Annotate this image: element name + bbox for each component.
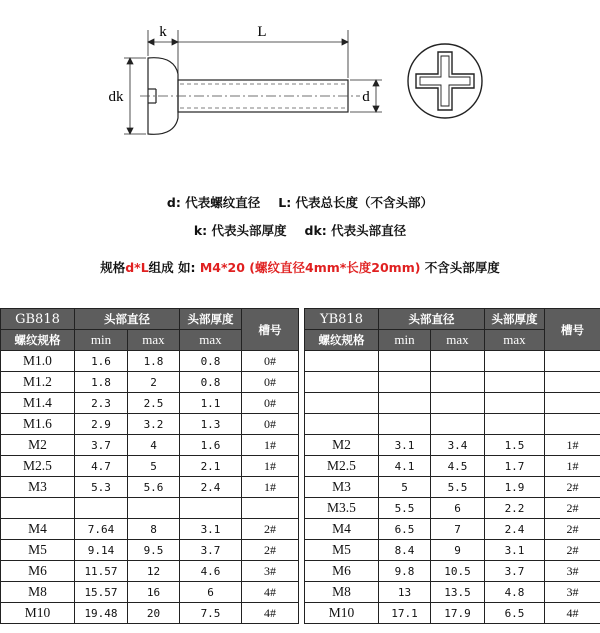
screw-diagram xyxy=(0,0,600,180)
yb818-cell-slot xyxy=(545,414,600,435)
yb818-thickness-max-header: max xyxy=(485,330,545,351)
dim-k-label: k xyxy=(159,24,167,40)
yb818-cell-slot: 2# xyxy=(545,519,600,540)
legend-spec-formula: d*L xyxy=(125,260,149,275)
gb818-cell-k xyxy=(180,498,242,519)
yb818-max-header: max xyxy=(431,330,485,351)
gb818-table xyxy=(0,308,299,624)
legend-line-1 xyxy=(0,193,600,211)
yb818-table-row xyxy=(305,498,600,519)
legend-spec-suffix: 不含头部厚度 xyxy=(420,260,500,275)
yb818-cell-k: 6.5 xyxy=(485,603,545,624)
gb818-table-row xyxy=(1,372,299,393)
phillips-cross-recess-icon xyxy=(408,44,482,118)
gb818-cell-slot: 0# xyxy=(242,393,299,414)
yb818-cell-slot xyxy=(545,372,600,393)
gb818-cell-slot: 1# xyxy=(242,477,299,498)
yb818-cell-k: 4.8 xyxy=(485,582,545,603)
gb818-table-row xyxy=(1,435,299,456)
yb818-header-row-1 xyxy=(305,309,600,330)
gb818-thread-spec-header: 螺纹规格 xyxy=(1,330,75,351)
legend-line-3 xyxy=(0,258,600,276)
gb818-cell-min: 2.9 xyxy=(75,414,128,435)
gb818-cell-max: 3.2 xyxy=(128,414,180,435)
gb818-cell-k: 1.6 xyxy=(180,435,242,456)
yb818-cell-max: 10.5 xyxy=(431,561,485,582)
gb818-cell-min: 19.48 xyxy=(75,603,128,624)
yb818-table-row xyxy=(305,414,600,435)
gb818-cell-max: 12 xyxy=(128,561,180,582)
gb818-table-row xyxy=(1,393,299,414)
yb818-cell-max: 6 xyxy=(431,498,485,519)
gb818-cell-max: 16 xyxy=(128,582,180,603)
gb818-cell-max: 20 xyxy=(128,603,180,624)
legend-dk: dk: 代表头部直径 xyxy=(304,223,407,238)
gb818-table-row xyxy=(1,582,299,603)
gb818-cell-min: 4.7 xyxy=(75,456,128,477)
gb818-table-row xyxy=(1,456,299,477)
gb818-table-row xyxy=(1,603,299,624)
gb818-cell-k: 1.3 xyxy=(180,414,242,435)
yb818-cell-max: 17.9 xyxy=(431,603,485,624)
yb818-thread-spec-header: 螺纹规格 xyxy=(305,330,379,351)
yb818-cell-thread: M2.5 xyxy=(305,456,379,477)
yb818-cell-k xyxy=(485,393,545,414)
yb818-cell-thread xyxy=(305,372,379,393)
yb818-cell-thread: M5 xyxy=(305,540,379,561)
yb818-cell-min: 5 xyxy=(379,477,431,498)
yb818-cell-min: 9.8 xyxy=(379,561,431,582)
gb818-cell-max: 1.8 xyxy=(128,351,180,372)
gb818-cell-k: 0.8 xyxy=(180,372,242,393)
yb818-cell-max xyxy=(431,393,485,414)
yb818-cell-max xyxy=(431,372,485,393)
gb818-cell-slot: 1# xyxy=(242,456,299,477)
yb818-cell-thread: M6 xyxy=(305,561,379,582)
gb818-cell-thread: M1.2 xyxy=(1,372,75,393)
gb818-cell-thread: M10 xyxy=(1,603,75,624)
gb818-cell-min: 1.8 xyxy=(75,372,128,393)
yb818-cell-k xyxy=(485,351,545,372)
gb818-cell-slot: 0# xyxy=(242,372,299,393)
gb818-header-row-1 xyxy=(1,309,299,330)
gb818-cell-k: 3.7 xyxy=(180,540,242,561)
gb818-min-header: min xyxy=(75,330,128,351)
yb818-cell-thread: M2 xyxy=(305,435,379,456)
gb818-cell-k: 3.1 xyxy=(180,519,242,540)
gb818-cell-thread: M8 xyxy=(1,582,75,603)
yb818-cell-min: 8.4 xyxy=(379,540,431,561)
yb818-table-row xyxy=(305,519,600,540)
gb818-cell-slot: 3# xyxy=(242,561,299,582)
yb818-cell-slot: 2# xyxy=(545,477,600,498)
gb818-cell-thread: M2 xyxy=(1,435,75,456)
gb818-cell-min: 15.57 xyxy=(75,582,128,603)
yb818-table-row xyxy=(305,477,600,498)
yb818-cell-thread: M4 xyxy=(305,519,379,540)
yb818-table-row xyxy=(305,561,600,582)
legend-L: L: 代表总长度（不含头部） xyxy=(278,195,434,210)
gb818-head-diameter-header: 头部直径 xyxy=(75,309,180,330)
yb818-cell-min: 3.1 xyxy=(379,435,431,456)
gb818-cell-min xyxy=(75,498,128,519)
gb818-cell-thread xyxy=(1,498,75,519)
yb818-min-header: min xyxy=(379,330,431,351)
yb818-table-row xyxy=(305,393,600,414)
yb818-table-row xyxy=(305,351,600,372)
legend-d: d: 代表螺纹直径 xyxy=(166,195,261,210)
gb818-cell-slot: 4# xyxy=(242,582,299,603)
gb818-cell-slot: 2# xyxy=(242,519,299,540)
yb818-cell-k: 3.1 xyxy=(485,540,545,561)
yb818-cell-k xyxy=(485,414,545,435)
yb818-table-row xyxy=(305,582,600,603)
yb818-cell-slot: 4# xyxy=(545,603,600,624)
gb818-cell-k: 0.8 xyxy=(180,351,242,372)
yb818-cell-k: 2.4 xyxy=(485,519,545,540)
gb818-cell-max: 8 xyxy=(128,519,180,540)
yb818-table xyxy=(304,308,600,624)
gb818-cell-slot: 0# xyxy=(242,414,299,435)
gb818-cell-thread: M3 xyxy=(1,477,75,498)
gb818-cell-slot: 0# xyxy=(242,351,299,372)
gb818-table-row xyxy=(1,540,299,561)
gb818-cell-k: 6 xyxy=(180,582,242,603)
gb818-cell-thread: M2.5 xyxy=(1,456,75,477)
gb818-table-row xyxy=(1,561,299,582)
yb818-cell-min xyxy=(379,372,431,393)
yb818-cell-k: 1.7 xyxy=(485,456,545,477)
yb818-cell-slot xyxy=(545,351,600,372)
yb818-cell-max: 13.5 xyxy=(431,582,485,603)
yb818-cell-k xyxy=(485,372,545,393)
yb818-cell-min xyxy=(379,351,431,372)
yb818-table-row xyxy=(305,435,600,456)
gb818-cell-thread: M1.6 xyxy=(1,414,75,435)
yb818-cell-max: 9 xyxy=(431,540,485,561)
gb818-cell-k: 4.6 xyxy=(180,561,242,582)
yb818-table-row xyxy=(305,456,600,477)
gb818-cell-k: 1.1 xyxy=(180,393,242,414)
gb818-head-thickness-header: 头部厚度 xyxy=(180,309,242,330)
yb818-slot-header: 槽号 xyxy=(545,309,600,351)
yb818-cell-thread: M3.5 xyxy=(305,498,379,519)
gb818-cell-max: 2.5 xyxy=(128,393,180,414)
yb818-cell-thread: M8 xyxy=(305,582,379,603)
yb818-cell-max: 7 xyxy=(431,519,485,540)
gb818-cell-max: 9.5 xyxy=(128,540,180,561)
yb818-cell-max: 4.5 xyxy=(431,456,485,477)
legend-line-2 xyxy=(0,221,600,239)
yb818-cell-min: 4.1 xyxy=(379,456,431,477)
gb818-cell-thread: M4 xyxy=(1,519,75,540)
gb818-cell-thread: M5 xyxy=(1,540,75,561)
yb818-cell-min: 6.5 xyxy=(379,519,431,540)
gb818-cell-slot: 4# xyxy=(242,603,299,624)
yb818-cell-thread xyxy=(305,393,379,414)
gb818-cell-max: 2 xyxy=(128,372,180,393)
gb818-cell-max xyxy=(128,498,180,519)
yb818-cell-slot: 1# xyxy=(545,456,600,477)
yb818-table-row xyxy=(305,540,600,561)
yb818-cell-max: 3.4 xyxy=(431,435,485,456)
yb818-cell-max xyxy=(431,351,485,372)
gb818-cell-thread: M6 xyxy=(1,561,75,582)
yb818-cell-max xyxy=(431,414,485,435)
legend-spec-mid: 组成 如: xyxy=(148,260,200,275)
yb818-cell-k: 1.9 xyxy=(485,477,545,498)
yb818-cell-min: 5.5 xyxy=(379,498,431,519)
yb818-standard-label: YB818 xyxy=(305,309,379,330)
gb818-cell-slot: 1# xyxy=(242,435,299,456)
yb818-cell-k: 1.5 xyxy=(485,435,545,456)
gb818-cell-max: 4 xyxy=(128,435,180,456)
yb818-cell-slot: 2# xyxy=(545,498,600,519)
yb818-cell-slot: 3# xyxy=(545,561,600,582)
gb818-cell-k: 2.1 xyxy=(180,456,242,477)
gb818-cell-thread: M1.0 xyxy=(1,351,75,372)
gb818-cell-k: 2.4 xyxy=(180,477,242,498)
gb818-cell-max: 5 xyxy=(128,456,180,477)
gb818-cell-min: 2.3 xyxy=(75,393,128,414)
yb818-cell-min: 13 xyxy=(379,582,431,603)
yb818-cell-thread: M3 xyxy=(305,477,379,498)
gb818-cell-min: 11.57 xyxy=(75,561,128,582)
gb818-max-header: max xyxy=(128,330,180,351)
yb818-cell-min xyxy=(379,393,431,414)
yb818-cell-k: 3.7 xyxy=(485,561,545,582)
yb818-cell-slot: 1# xyxy=(545,435,600,456)
yb818-cell-min xyxy=(379,414,431,435)
gb818-cell-k: 7.5 xyxy=(180,603,242,624)
yb818-cell-k: 2.2 xyxy=(485,498,545,519)
dim-dk-label: dk xyxy=(108,89,124,105)
gb818-standard-label: GB818 xyxy=(1,309,75,330)
gb818-cell-min: 9.14 xyxy=(75,540,128,561)
dim-d-label: d xyxy=(362,89,370,105)
gb818-cell-min: 3.7 xyxy=(75,435,128,456)
yb818-head-diameter-header: 头部直径 xyxy=(379,309,485,330)
gb818-table-row xyxy=(1,414,299,435)
gb818-cell-thread: M1.4 xyxy=(1,393,75,414)
gb818-cell-slot: 2# xyxy=(242,540,299,561)
dim-L-label: L xyxy=(257,24,267,40)
gb818-cell-min: 7.64 xyxy=(75,519,128,540)
gb818-thickness-max-header: max xyxy=(180,330,242,351)
gb818-table-row xyxy=(1,477,299,498)
yb818-table-row xyxy=(305,372,600,393)
yb818-cell-thread xyxy=(305,414,379,435)
yb818-cell-max: 5.5 xyxy=(431,477,485,498)
legend-spec-prefix: 规格 xyxy=(100,260,126,275)
yb818-cell-thread xyxy=(305,351,379,372)
gb818-table-row xyxy=(1,351,299,372)
yb818-cell-min: 17.1 xyxy=(379,603,431,624)
yb818-head-thickness-header: 头部厚度 xyxy=(485,309,545,330)
yb818-cell-slot: 3# xyxy=(545,582,600,603)
legend-spec-example: M4*20 (螺纹直径4mm*长度20mm) xyxy=(199,260,421,275)
gb818-slot-header: 槽号 xyxy=(242,309,299,351)
yb818-cell-thread: M10 xyxy=(305,603,379,624)
yb818-cell-slot: 2# xyxy=(545,540,600,561)
yb818-cell-slot xyxy=(545,393,600,414)
gb818-table-row xyxy=(1,498,299,519)
gb818-cell-max: 5.6 xyxy=(128,477,180,498)
gb818-cell-min: 5.3 xyxy=(75,477,128,498)
gb818-table-row xyxy=(1,519,299,540)
gb818-cell-min: 1.6 xyxy=(75,351,128,372)
yb818-table-row xyxy=(305,603,600,624)
legend-k: k: 代表头部厚度 xyxy=(193,223,287,238)
gb818-cell-slot xyxy=(242,498,299,519)
